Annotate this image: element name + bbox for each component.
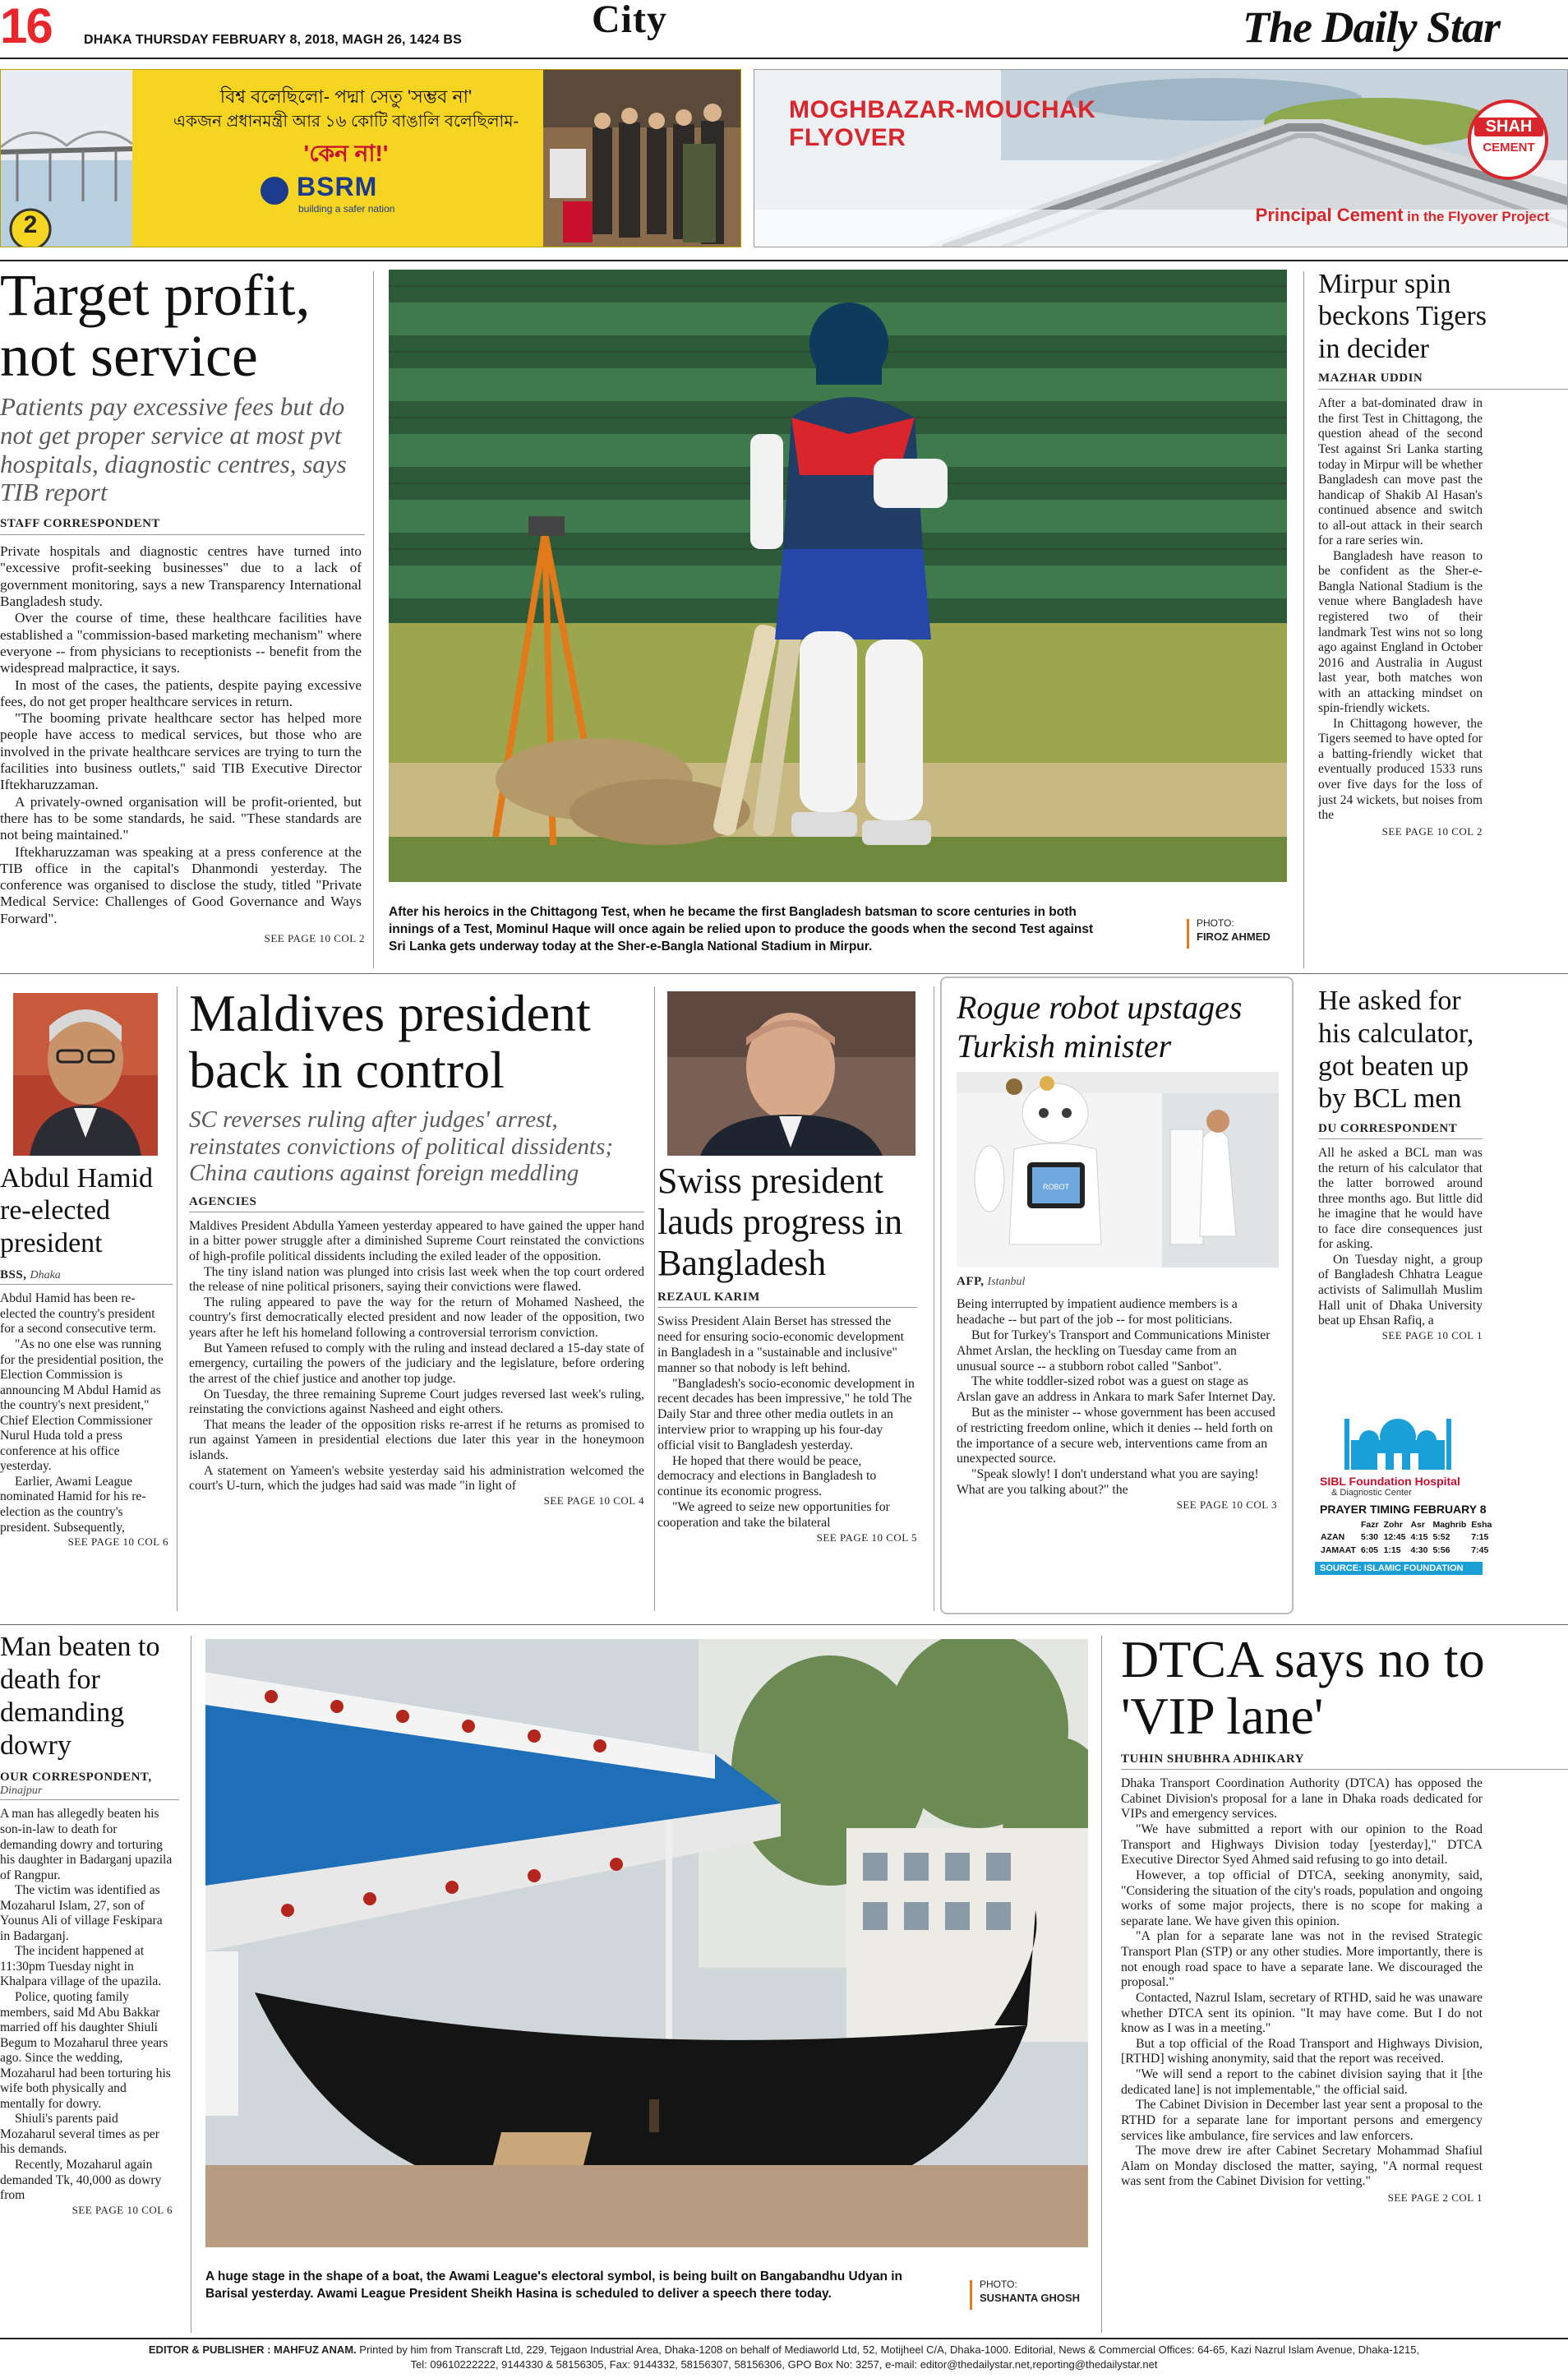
column-rule [1303,271,1304,968]
mirpur-spin-body [1318,396,1483,823]
prayer-column-header: Zohr [1383,1520,1403,1530]
maldives-article [189,985,644,1508]
prayer-time-cell: 5:52 [1432,1532,1450,1542]
robot-photo [957,1072,1279,1267]
shah-logo-line1: SHAH [1474,118,1543,136]
paragraph: Abdul Hamid has been re-elected the country's president for a second consecutive term. [0,1291,157,1337]
paragraph: The incident happened at 11:30pm Tuesday night in Khalpara village of the upazila. [0,1944,162,1989]
paragraph: Shiuli's parents paid Mozaharul several times as per his demands. [0,2112,159,2157]
paragraph: Bangladesh have reason to be confident as the Sher-e-Bangla National Stadium is the venue where Bangladesh have registered two of their landmark Test wins not so long ago against England in October 2016 and Australia in August last year, both matches won with an attacking mindset on spin-friendly wickets. [1318,548,1483,716]
target-profit-article [0,262,365,972]
robot-article-box [940,977,1294,1614]
paragraph: But a top official of the Road Transport and Highways Division, [RTHD] wishing anonymity, said that the report was received. [1121,2036,1483,2066]
dtca-headline: DTCA says no to 'VIP lane' [1121,1630,1485,1746]
shah-cement-ad[interactable] [754,69,1568,247]
bsrm-year-badge: 2 [23,211,38,238]
swiss-president-photo [667,991,915,1156]
paragraph: The ruling appeared to pave the way for the return of Mohamed Nasheed, the country's first democratically elected president and now leader of the opposition, two years after he left his homeland following a controversial terrorism conviction. [189,1295,644,1340]
dowry-headline: Man beaten to death for demanding dowry [0,1632,160,1762]
calculator-body [1318,1146,1483,1329]
paragraph: All he asked a BCL man was the return of his calculator that the latter borrowed around three months ago. But little did he imagine that he would have to face dire consequences just for asking. [1318,1146,1483,1252]
prayer-time-cell: 4:30 [1410,1545,1428,1555]
paragraph: However, a top official of DTCA, seeking anonymity, said, "Considering the situation of the city's roads, population and ongoing works of some major projects, there is no scope for making a separate lane. We have given this opinion. [1121,1868,1483,1928]
abdul-hamid-body [0,1291,168,1535]
bsrm-line-3: 'কেন না!' [303,141,389,166]
mirpur-spin-headline: Mirpur spin beckons Tigers in decider [1318,269,1487,364]
footer-line2: Tel: 09610222222, 9144330 & 58156305, Fax: 9144332, 58156307, 58156306, GPO Box No: 3257, e-mail: editor@thedailystar.net,reporting@thedailystar.net [410,2357,1158,2371]
shah-tagline [1256,205,1549,226]
paragraph: Iftekharuzzaman was speaking at a press conference at the TIB office in the capital's Dhanmondi yesterday. The conference was organised to disclose the study, titled "Private Medical Service: Challenges of Good Governance and Ways Forward". [0,843,362,926]
dowry-see-page[interactable]: SEE PAGE 10 COL 6 [71,2203,173,2216]
boat-stage-photo [205,1639,1088,2247]
paragraph: On Tuesday, the three remaining Supreme Court judges reversed last week's ruling, reinstating the convictions against Nasheed and eight others. [189,1387,644,1417]
paragraph: On Tuesday night, a group of Bangladesh Chhatra League activists of Salimullah Muslim Hall unit of Dhaka University beat up Ehsan Rafiq, a [1318,1252,1483,1328]
credit-label: PHOTO: [1197,917,1234,929]
mirpur-spin-see-page[interactable]: SEE PAGE 10 COL 2 [1381,824,1483,838]
column-rule [654,986,655,1611]
calculator-headline: He asked for his calculator, got beaten up by BCL men [1318,986,1474,1115]
paragraph: The Cabinet Division in December last year sent a proposal to the RTHD for a separate lane for important persons and emergency services like ambulance, fire services and law enforcers. [1121,2098,1483,2143]
swiss-headline: Swiss president lauds progress in Bangladesh [657,1161,903,1284]
page-number: 16 [0,0,52,53]
paragraph: The white toddler-sized robot was a guest on stage as Arslan gave an address in Ankara to mark Safer Internet Day. [957,1374,1276,1405]
prayer-time-cell: 12:45 [1383,1532,1406,1542]
mirpur-spin-byline: MAZHAR UDDIN [1318,372,1568,390]
masthead-rule [0,58,1568,59]
prayer-column-header: Fazr [1360,1520,1379,1530]
prayer-time-cell: 1:15 [1383,1545,1401,1555]
maldives-headline: Maldives president back in control [189,984,591,1100]
paper-logo: The Daily Star [1243,2,1501,52]
abdul-hamid-article [0,1162,173,1549]
cricket-photo-credit [1197,917,1271,944]
shah-tagline-rest: in the Flyover Project [1403,209,1549,224]
cricket-credit-bar [1187,919,1189,949]
abdul-hamid-byline: BSS, [0,1268,27,1282]
dowry-body [0,1807,173,2203]
cricket-photo-caption: After his heroics in the Chittagong Test, when he became the first Bangladesh batsman to score centuries in both innings of a Test, Mominul Haque will once again be relied upon to produce the goods when the second Test against Sri Lanka gets underway today at the Sher-e-Bangla National Stadium in Mirpur. [389,905,1094,954]
paragraph: "We have submitted a report with our opinion to the Road Transport and Highways Division today [yesterday]," DTCA Executive Director Syed Ahmed said refusing to go into detail. [1121,1822,1483,1868]
shah-tagline-main: Principal Cement [1255,205,1404,225]
bsrm-tagline: building a safer nation [298,203,395,215]
boat-photo-caption: A huge stage in the shape of a boat, the Awami League's electoral symbol, is being built on Bangabandhu Udyan in Barisal yesterday. Awami League President Sheikh Hasina is scheduled to deliver a speech there today. [205,2269,902,2301]
paragraph: The tiny island nation was plunged into crisis last week when the top court ordered the release of nine political prisoners, saying their convictions were flawed. [189,1264,644,1295]
prayer-time-cell: 5:30 [1360,1532,1378,1542]
calculator-byline: DU CORRESPONDENT [1318,1122,1483,1139]
robot-headline: Rogue robot upstages Turkish minister [957,989,1243,1065]
mirpur-spin-article [1318,268,1568,838]
robot-see-page[interactable]: SEE PAGE 10 COL 3 [1176,1498,1277,1511]
dowry-byline: OUR CORRESPONDENT, [0,1771,152,1785]
mosque-icon [1344,1407,1451,1473]
hospital-name: SIBL Foundation Hospital [1320,1475,1460,1488]
bsrm-line-1: বিশ্ব বলেছিলো- পদ্মা সেতু 'সম্ভব না' [219,86,473,107]
section-title: City [592,0,667,41]
ads-bottom-rule [0,260,1568,261]
dtca-byline: TUHIN SHUBHRA ADHIKARY [1121,1752,1568,1770]
paragraph: In Chittagong however, the Tigers seemed to have opted for a batting-friendly wicket that eventually produced 1533 runs over five days for the loss of just 24 wickets, but noises from the [1318,716,1483,823]
swiss-byline: REZAUL KARIM [657,1291,917,1308]
paragraph: Private hospitals and diagnostic centres have turned into "excessive profit-seeking businesses" due to a lack of government monitoring, says a new Transparency International Bangladesh study. [0,543,362,610]
paragraph: Being interrupted by impatient audience members is a headache -- but part of the job -- for most politicians. [957,1297,1238,1328]
paragraph: But as the minister -- whose government has been accused of restricting freedom online, which it denies -- held forth on the importance of a secure web, interventions came from an unexpected source. [957,1405,1275,1466]
prayer-title: PRAYER TIMING FEBRUARY 8 [1320,1503,1487,1516]
prayer-time-cell: 5:56 [1432,1545,1450,1555]
flyover-title-line1: MOGHBAZAR-MOUCHAK [789,96,1096,123]
paragraph: In most of the cases, the patients, despite paying excessive fees, do not get proper healthcare services in return. [0,676,362,709]
prayer-column-header [1318,1519,1358,1531]
prayer-source: SOURCE: ISLAMIC FOUNDATION [1315,1562,1483,1575]
page-dateline: DHAKA THURSDAY FEBRUARY 8, 2018, MAGH 26, 1424 BS [84,33,463,47]
footer-line1: Printed by him from Transcraft Ltd, 229, Tejgaon Industrial Area, Dhaka-1208 on behalf of Mediaworld Ltd, 52, Motijheel C/A, Dhaka-1000. Editorial, News & Commercial Offices: 64-65, Kazi Nazrul Islam Avenue, Dhaka-1215, [356,2343,1420,2356]
target-profit-see-page[interactable]: SEE PAGE 10 COL 2 [264,932,365,945]
bsrm-line-2: একজন প্রধানমন্ত্রী আর ১৬ কোটি বাঙালি বলেছিলাম- [173,113,519,131]
paragraph: "Bangladesh's socio-economic development in recent decades has been impressive," he told The Daily Star and three other media outlets in an interview prior to wrapping up his four-day official visit to Bangladesh yesterday. [657,1376,915,1452]
swiss-body [657,1314,917,1531]
prayer-time-cell: 6:05 [1360,1545,1378,1555]
boat-credit-bar [970,2280,972,2310]
calculator-article [1318,985,1568,1342]
paragraph: A man has allegedly beaten his son-in-law to death for demanding dowry and torturing his daughter in Badarganj upazila of Rangpur. [0,1807,173,1882]
bsrm-brand: BSRM [297,172,378,201]
maldives-body [189,1219,644,1494]
paragraph: Swiss President Alain Berset has stressed the need for ensuring socio-economic development in Bangladesh in a "sustainable and inclusive" manner so that nobody is left behind. [657,1314,905,1375]
credit-name: FIROZ AHMED [1197,930,1271,943]
shah-logo-line2: CEMENT [1483,141,1535,155]
paragraph: A privately-owned organisation will be profit-oriented, but there has to be some standards, he said. "These standards are not being maintained." [0,793,362,843]
calculator-see-page[interactable]: SEE PAGE 10 COL 1 [1381,1328,1483,1341]
target-profit-body [0,543,362,927]
swiss-article [657,1161,917,1545]
paragraph: He hoped that there would be peace, democracy and elections in Bangladesh to continue its economic progress. [657,1453,877,1499]
abdul-hamid-dateline: Dhaka [30,1269,61,1282]
paragraph: Police, quoting family members, said Md Abu Bakkar married off his daughter Shiuli Begum to Mozaharul three years ago. Since the wedding, Mozaharul had been torturing his wife both physically and mentally for dowry. [0,1990,171,2111]
cricket-photo [389,270,1287,882]
paragraph: That means the leader of the opposition risks re-arrest if he returns as promised to run against Yameen in presidential elections due later this year in the honeymoon islands. [189,1417,644,1462]
paragraph: "We agreed to seize new opportunities for cooperation and take the bilateral [657,1500,890,1530]
boat-photo-credit [980,2279,1080,2305]
credit-label: PHOTO: [980,2279,1017,2290]
paragraph: After a bat-dominated draw in the first Test in Chittagong, the question ahead of the second Test against Sri Lanka starting today in Mirpur will be whether Bangladesh can move past the handicap of Shakib Al Hasan's continued absence and switch to all-out attack in their search for a rare series win. [1318,396,1483,548]
robot-byline: AFP, [957,1275,985,1289]
abdul-hamid-headline: Abdul Hamid re-elected president [0,1163,154,1258]
prayer-time-cell: 7:45 [1471,1545,1489,1555]
shah-cement-logo [1468,99,1548,180]
flyover-title-line2: FLYOVER [789,124,906,151]
footer-rule [0,2338,1568,2339]
dtca-see-page[interactable]: SEE PAGE 2 COL 1 [1387,2191,1483,2205]
dowry-article [0,1631,179,2217]
paragraph: Earlier, Awami League nominated Hamid for his re-election as the country's president. Subsequently, [0,1474,146,1535]
target-profit-headline: Target profit, not service [0,262,311,390]
paragraph: "We will send a report to the cabinet division saying that it [the dedicated lane] is not implementable," the official said. [1121,2067,1483,2097]
prayer-column-header: Maghrib [1432,1520,1467,1530]
footer-imprint [0,2343,1568,2371]
row2-bottom-rule [0,1624,1568,1625]
paragraph: "Speak slowly! I don't understand what you are saying! What are you talking about?" the [957,1467,1259,1497]
prayer-column-header: Asr [1410,1520,1425,1530]
maldives-see-page[interactable]: SEE PAGE 10 COL 4 [543,1494,644,1507]
target-profit-deck: Patients pay excessive fees but do not get proper service at most pvt hospitals, diagnostic centres, says TIB report [0,392,347,507]
prayer-timing-box [1315,1407,1492,1621]
robot-screen-text: ROBOT [1042,1183,1070,1192]
prayer-row-label: AZAN [1321,1532,1345,1542]
prayer-column-header: Esha [1471,1520,1492,1530]
maldives-byline: AGENCIES [189,1195,644,1212]
swiss-see-page[interactable]: SEE PAGE 10 COL 5 [816,1531,917,1544]
paragraph: Maldives President Abdulla Yameen yesterday appeared to have gained the upper hand in a bitter power struggle after a diminished Supreme Court reinstated the convictions of high-profile political dissidents including the exiled leader of the opposition. [189,1218,644,1263]
paragraph: "As no one else was running for the presidential position, the Election Commission is announcing M Abdul Hamid as the country's next president," Chief Election Commissioner Nurul Huda told a press conference at his office yesterday. [0,1337,164,1474]
dowry-dateline: Dinajpur [0,1785,43,1798]
paragraph: The move drew ire after Cabinet Secretary Mohammad Shafiul Alam on Monday disclosed the matter, saying, "A normal request was sent from the Cabinet Division for vetting." [1121,2144,1483,2189]
paragraph: Dhaka Transport Coordination Authority (DTCA) has opposed the Cabinet Division's proposal for a lane in Dhaka roads dedicated for VIPs and emergency services. [1121,1776,1483,1822]
bsrm-ceremony-photo [543,70,741,247]
bsrm-logo-icon [261,177,288,205]
paragraph: Over the course of time, these healthcare facilities have established a "commission-based marketing mechanism" where everyone -- from physicians to receptionists -- benefit from the widespread malpractice, it says. [0,610,362,676]
prayer-time-cell: 7:15 [1471,1532,1489,1542]
hospital-sub: & Diagnostic Center [1331,1488,1412,1498]
dtca-article [1121,1631,1568,2205]
row1-bottom-rule [0,973,1568,974]
target-profit-byline: STAFF CORRESPONDENT [0,517,365,535]
paragraph: "The booming private healthcare sector has helped more people have access to medical services, but those who are involved in the private healthcare services are trying to turn the facilities into business outlets," said TIB Executive Director Iftekharuzzaman. [0,710,362,793]
column-rule [1101,1636,1102,2333]
paragraph: But for Turkey's Transport and Communications Minister Ahmet Arslan, the heckling on Tuesday came from an unusual source -- a stubborn robot called "Sanbot". [957,1328,1271,1374]
robot-dateline: Istanbul [987,1276,1026,1289]
abdul-hamid-photo [13,993,158,1156]
paragraph: A statement on Yameen's website yesterday said his administration welcomed the court's U-turn, which the judges had said was made "in light of [189,1463,644,1494]
prayer-table [1318,1519,1494,1557]
robot-body [957,1297,1279,1498]
prayer-row-label: JAMAAT [1321,1545,1356,1555]
column-rule [373,271,374,968]
abdul-hamid-see-page[interactable]: SEE PAGE 10 COL 6 [67,1535,168,1549]
maldives-deck: SC reverses ruling after judges' arrest, reinstates convictions of political dissidents; China cautions against foreign meddling [189,1106,614,1187]
bsrm-ad[interactable] [0,69,741,247]
credit-name: SUSHANTA GHOSH [980,2291,1081,2304]
footer-editor: EDITOR & PUBLISHER : MAHFUZ ANAM. [148,2343,357,2356]
dtca-body [1121,1776,1483,2190]
paragraph: But Yameen refused to comply with the ruling and instead declared a 15-day state of emergency, curtailing the powers of the judiciary and the legislature, before ordering the arrest of the chief justice and another top judge. [189,1341,644,1386]
paragraph: Contacted, Nazrul Islam, secretary of RTHD, said he was unaware whether DTCA sent its opinion. "It may have come. But I do not know as I was in a meeting." [1121,1990,1483,2036]
paragraph: "A plan for a separate lane was not in the revised Strategic Transport Plan (STP) or any other studies. More importantly, there is not enough road space to have a separate lane. We discouraged the proposal." [1121,1929,1483,1990]
paragraph: The victim was identified as Mozaharul Islam, 27, son of Younus Ali of village Feskipara in Badarganj. [0,1883,163,1943]
column-rule [177,986,178,1611]
paragraph: Recently, Mozaharul again demanded Tk, 40,000 as dowry from [0,2158,162,2203]
prayer-time-cell: 4:15 [1410,1532,1428,1542]
